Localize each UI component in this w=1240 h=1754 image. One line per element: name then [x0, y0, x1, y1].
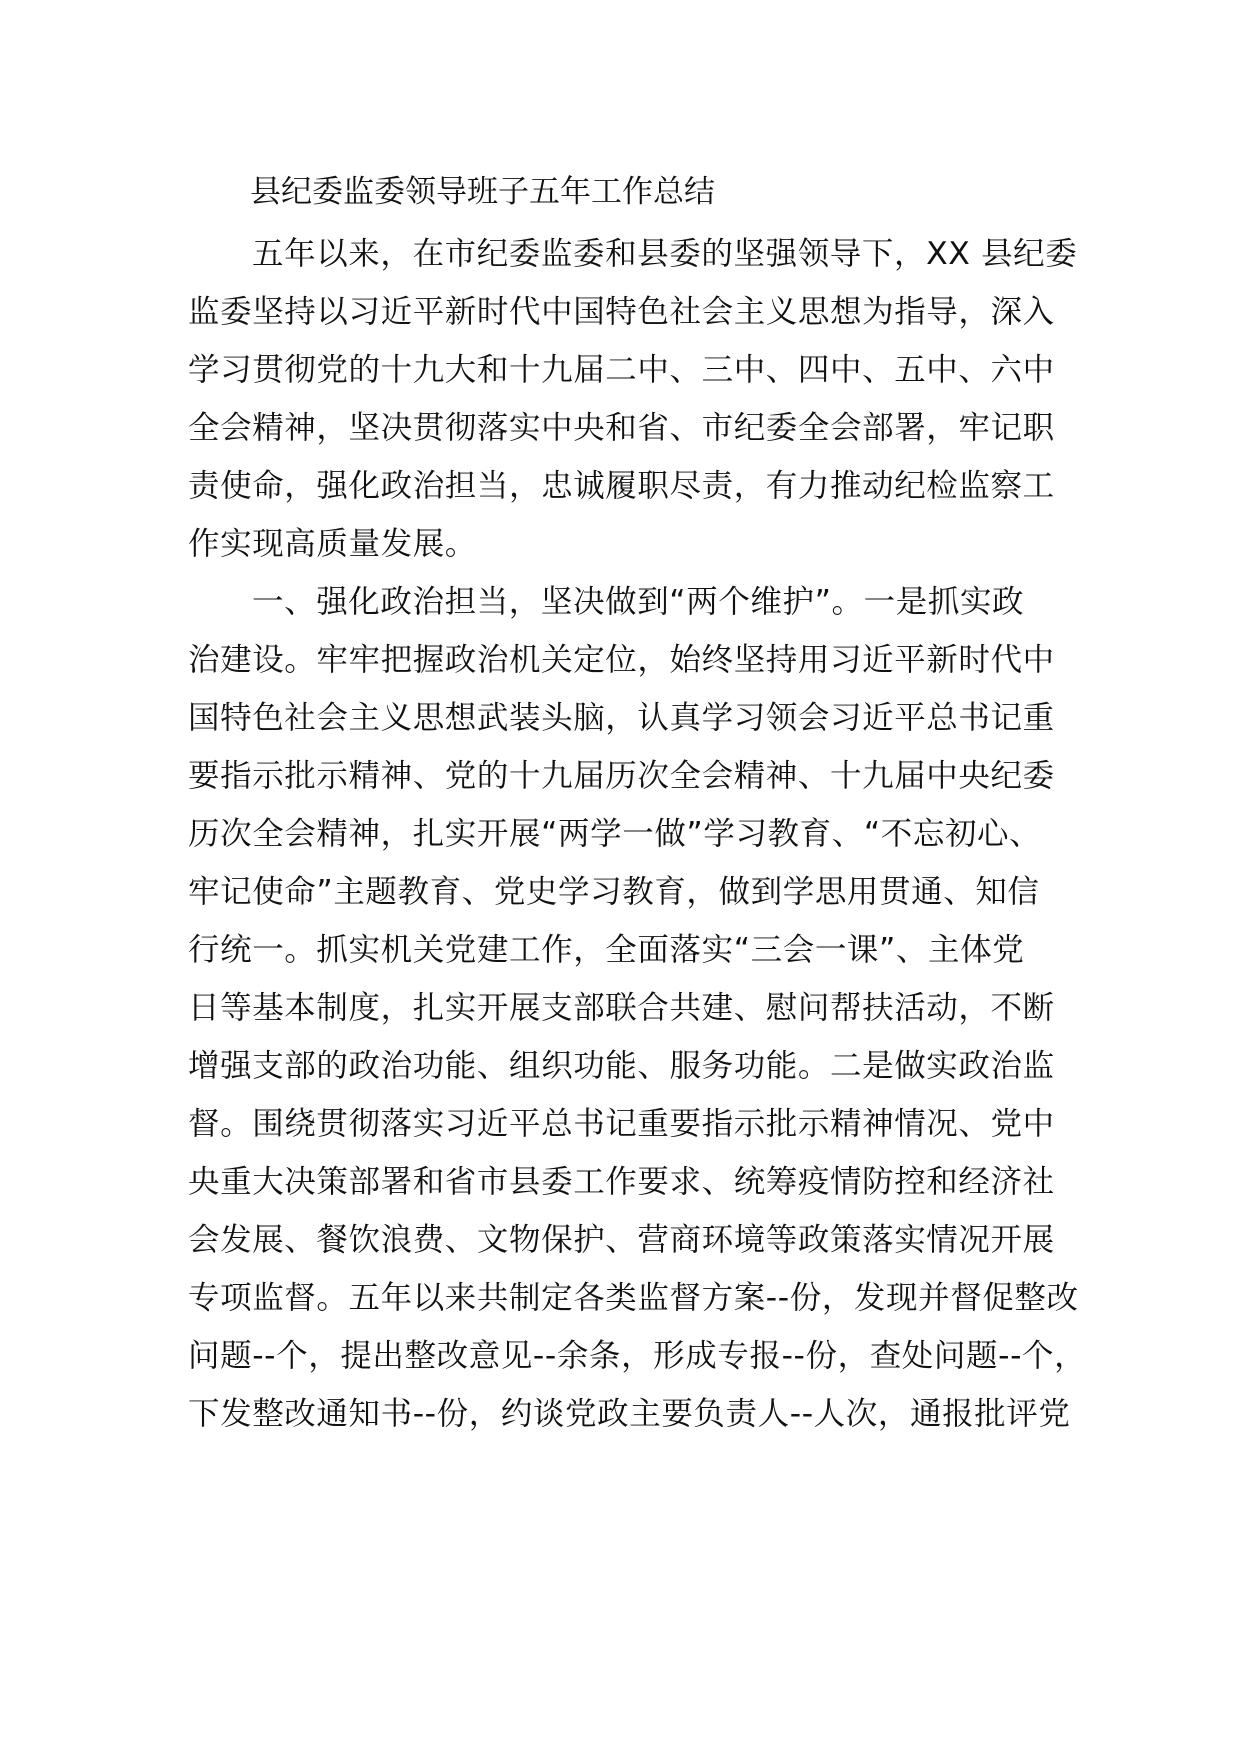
paragraph-2-line: 央重大决策部署和省市县委工作要求、统筹疫情防控和经济社 [188, 1164, 1055, 1200]
paragraph-1-line: 五年以来，在市纪委监委和县委的坚强领导下，XX 县纪委 [252, 236, 1078, 272]
document-title: 县纪委监委领导班子五年工作总结 [250, 174, 715, 210]
paragraph-1-line: 学习贯彻党的十九大和十九届二中、三中、四中、五中、六中 [188, 352, 1055, 388]
paragraph-2-line: 历次全会精神，扎实开展“两学一做”学习教育、“不忘初心、 [188, 816, 1042, 852]
paragraph-2-line: 问题--个，提出整改意见--余条，形成专报--份，查处问题--个， [188, 1338, 1087, 1374]
paragraph-2-line: 会发展、餐饮浪费、文物保护、营商环境等政策落实情况开展 [188, 1222, 1055, 1258]
paragraph-1-line: 监委坚持以习近平新时代中国特色社会主义思想为指导，深入 [188, 294, 1055, 330]
paragraph-2-line: 治建设。牢牢把握政治机关定位，始终坚持用习近平新时代中 [188, 642, 1055, 678]
paragraph-2-line: 牢记使命”主题教育、党史学习教育，做到学思用贯通、知信 [188, 874, 1040, 910]
paragraph-1-line: 责使命，强化政治担当，忠诚履职尽责，有力推动纪检监察工 [188, 468, 1055, 504]
paragraph-2-line: 国特色社会主义思想武装头脑，认真学习领会习近平总书记重 [188, 700, 1055, 736]
paragraph-2-line: 一、强化政治担当，坚决做到“两个维护”。一是抓实政 [252, 584, 1025, 620]
paragraph-2-line: 日等基本制度，扎实开展支部联合共建、慰问帮扶活动，不断 [188, 990, 1055, 1026]
paragraph-1-line: 作实现高质量发展。 [188, 526, 477, 562]
paragraph-2-line: 行统一。抓实机关党建工作，全面落实“三会一课”、主体党 [188, 932, 1025, 968]
paragraph-2-line: 下发整改通知书--份，约谈党政主要负责人--人次，通报批评党 [188, 1396, 1071, 1432]
paragraph-2-line: 要指示批示精神、党的十九届历次全会精神、十九届中央纪委 [188, 758, 1055, 794]
paragraph-2-line: 专项监督。五年以来共制定各类监督方案--份，发现并督促整改 [188, 1280, 1079, 1316]
paragraph-1-line: 全会精神，坚决贯彻落实中央和省、市纪委全会部署，牢记职 [188, 410, 1055, 446]
paragraph-2-line: 督。围绕贯彻落实习近平总书记重要指示批示精神情况、党中 [188, 1106, 1055, 1142]
paragraph-2-line: 增强支部的政治功能、组织功能、服务功能。二是做实政治监 [188, 1048, 1055, 1084]
